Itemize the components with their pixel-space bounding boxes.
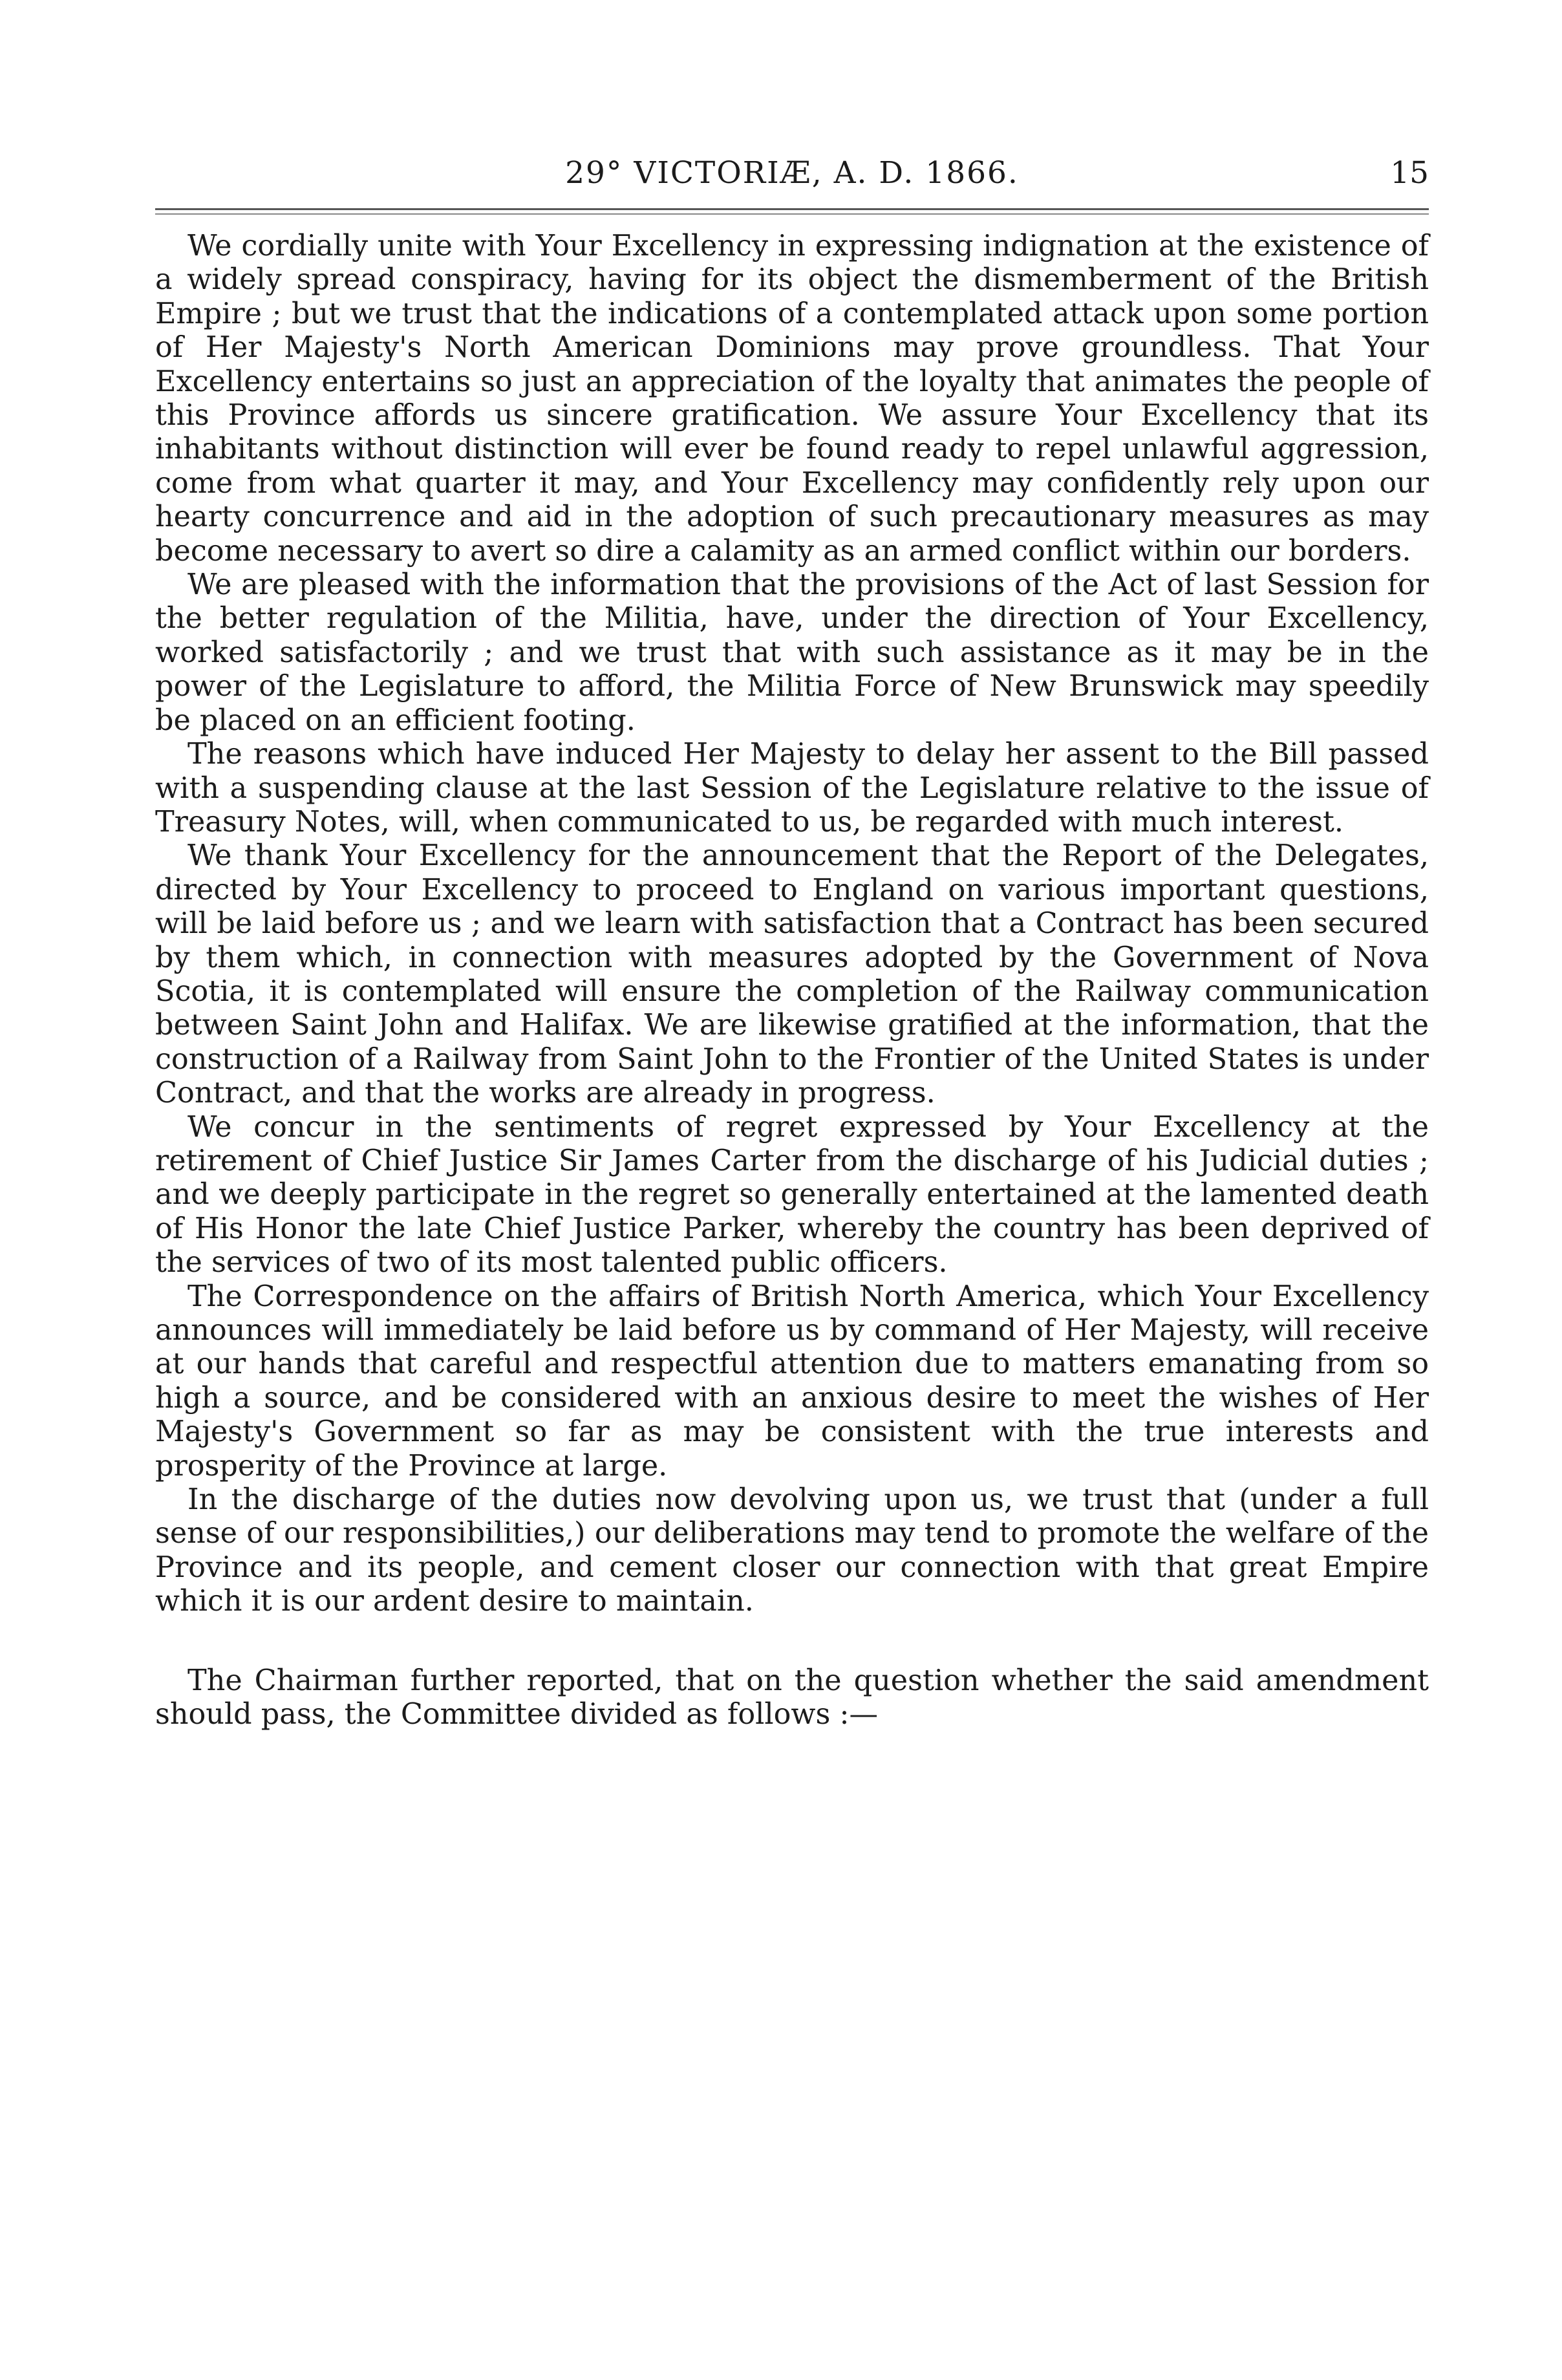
paragraph-railway: We thank Your Excellency for the announcement that the Report of the Delegates, directed by Your Excellency to proceed to England on various important questions, will be laid before us ; and we learn with satisfaction that a Contract has been secured by them which, in connection with measures adopted by the Government of Nova Scotia, it is contemplated will ensure the completion of the Railway communication between Saint John and Halifax. We are likewise gratified at the information, that the construction of a Railway from Saint John to the Frontier of the United States is under Contract, and that the works are already in progress.	[155, 839, 1429, 1110]
paragraph-militia: We are pleased with the information that the provisions of the Act of last Session for the better regulation of the Militia, have, under the direction of Your Excellency, worked satisfactorily ; and we trust that with such assistance as it may be in the power of the Legislature to afford, the Militia Force of New Brunswick may speedily be placed on an efficient footing.	[155, 568, 1429, 737]
header-title: 29° VICTORIÆ, A. D. 1866.	[565, 155, 1019, 191]
paragraph-conspiracy: We cordially unite with Your Excellency in expressing indignation at the existence of a widely spread conspiracy, having for its object the dismemberment of the British Empire ; but we trust that the indications of a contemplated attack upon some portion of Her Majesty's North American Dominions may prove groundless. That Your Excellency entertains so just an appreciation of the loyalty that animates the people of this Province affords us sincere gratification. We assure Your Excellency that its inhabitants without distinction will ever be found ready to repel unlawful aggression, come from what quarter it may, and Your Excellency may confidently rely upon our hearty concurrence and aid in the adoption of such precautionary measures as may become necessary to avert so dire a calamity as an armed conflict within our borders.	[155, 230, 1429, 568]
paragraph-chairman-report: The Chairman further reported, that on the question whether the said amendment should pass, the Committee divided as follows :—	[155, 1664, 1429, 1731]
paragraph-chief-justice: We concur in the sentiments of regret expressed by Your Excellency at the retirement of Chief Justice Sir James Carter from the discharge of his Judicial duties ; and we deeply participate in the regret so generally entertained at the lamented death of His Honor the late Chief Justice Parker, whereby the country has been deprived of the services of two of its most talented public officers.	[155, 1110, 1429, 1280]
body-text	[155, 230, 1429, 1731]
header-rule-secondary	[155, 213, 1429, 215]
paragraph-treasury-notes: The reasons which have induced Her Majesty to delay her assent to the Bill passed with a suspending clause at the last Session of the Legislature relative to the issue of Treasury Notes, will, when communicated to us, be regarded with much interest.	[155, 738, 1429, 839]
header-rule	[155, 208, 1429, 210]
paragraph-duties: In the discharge of the duties now devolving upon us, we trust that (under a full sense of our responsibilities,) our deliberations may tend to promote the welfare of the Province and its people, and cement closer our connection with that great Empire which it is our ardent desire to maintain.	[155, 1483, 1429, 1618]
running-header	[155, 155, 1429, 200]
paragraph-correspondence: The Correspondence on the affairs of British North America, which Your Excellency announces will immediately be laid before us by command of Her Majesty, will receive at our hands that careful and respectful attention due to matters emanating from so high a source, and be considered with an anxious desire to meet the wishes of Her Majesty's Government so far as may be consistent with the true interests and prosperity of the Province at large.	[155, 1280, 1429, 1483]
page-number: 15	[1390, 155, 1429, 191]
